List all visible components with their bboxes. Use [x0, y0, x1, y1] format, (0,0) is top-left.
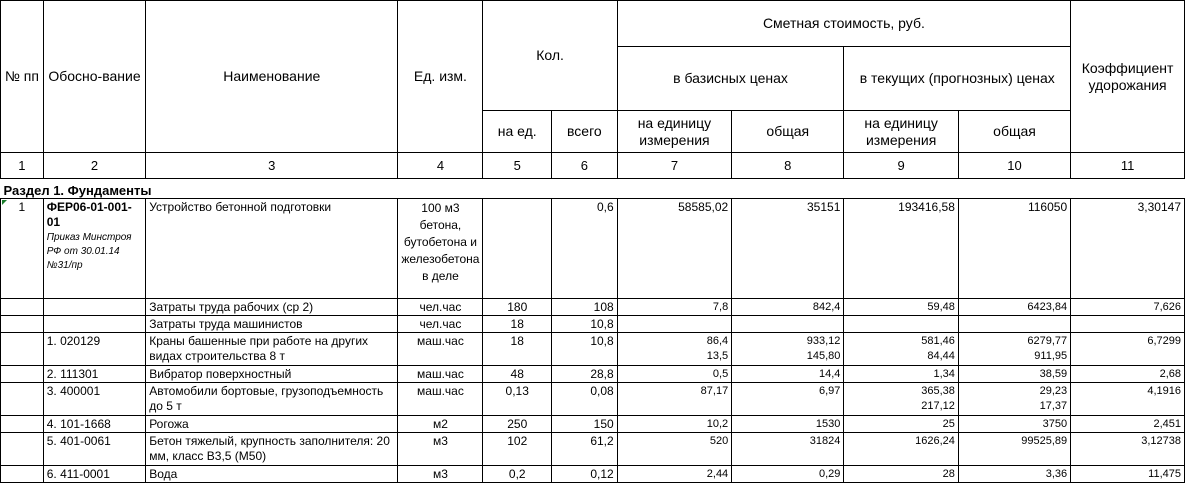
row-cur-unit: 365,38 217,12	[844, 383, 959, 416]
row-unit: маш.час	[398, 333, 483, 366]
item-base-total: 35151	[732, 199, 844, 299]
table-row	[1, 416, 1185, 433]
header-cost-group: Сметная стоимость, руб.	[617, 1, 1070, 47]
row-cur-total: 6423,84	[958, 299, 1070, 316]
col-number: 2	[43, 153, 145, 179]
row-code: 3. 400001	[43, 383, 145, 416]
item-cur-unit: 193416,58	[844, 199, 959, 299]
row-qty-total: 10,8	[551, 316, 617, 333]
table-row	[1, 433, 1185, 466]
col-number: 4	[398, 153, 483, 179]
row-cur-unit: 1626,24	[844, 433, 959, 466]
row-code: 2. 111301	[43, 366, 145, 383]
row-cur-total: 99525,89	[958, 433, 1070, 466]
col-number: 7	[617, 153, 732, 179]
row-name: Вода	[146, 466, 398, 483]
row-coef	[1071, 316, 1185, 333]
row-qty-unit: 250	[483, 416, 552, 433]
header-current-prices: в текущих (прогнозных) ценах	[844, 47, 1071, 111]
row-base-total: 31824	[732, 433, 844, 466]
row-base-total: 1530	[732, 416, 844, 433]
header-basis: Обосно-вание	[43, 1, 145, 153]
col-number: 8	[732, 153, 844, 179]
row-cur-total	[958, 316, 1070, 333]
row-base-total: 933,12 145,80	[732, 333, 844, 366]
row-cur-unit: 59,48	[844, 299, 959, 316]
row-unit: м3	[398, 433, 483, 466]
col-number: 1	[1, 153, 44, 179]
row-cur-total: 29,23 17,37	[958, 383, 1070, 416]
row-base-unit: 87,17	[617, 383, 732, 416]
row-name: Затраты труда машинистов	[146, 316, 398, 333]
row-cur-unit	[844, 316, 959, 333]
row-qty-unit: 102	[483, 433, 552, 466]
main-item-row	[1, 199, 1185, 299]
row-qty-total: 10,8	[551, 333, 617, 366]
item-coef: 3,30147	[1071, 199, 1185, 299]
row-code: 4. 101-1668	[43, 416, 145, 433]
header-quantity: Кол.	[483, 1, 617, 111]
col-number: 11	[1071, 153, 1185, 179]
row-base-unit: 86,4 13,5	[617, 333, 732, 366]
row-cur-unit: 25	[844, 416, 959, 433]
header-name: Наименование	[146, 1, 398, 153]
row-qty-total: 108	[551, 299, 617, 316]
row-name: Рогожа	[146, 416, 398, 433]
table-row	[1, 299, 1185, 316]
header-base-per-unit: на единицу измерения	[617, 111, 732, 153]
row-unit: чел.час	[398, 299, 483, 316]
row-base-unit: 7,8	[617, 299, 732, 316]
item-code: ФЕР06-01-001-01	[46, 200, 132, 229]
row-unit: чел.час	[398, 316, 483, 333]
row-cur-total: 3750	[958, 416, 1070, 433]
column-numbers-row	[1, 153, 1185, 179]
row-qty-unit: 0,13	[483, 383, 552, 416]
header-number: № пп	[1, 1, 44, 153]
row-coef: 11,475	[1071, 466, 1185, 483]
table-row	[1, 316, 1185, 333]
row-base-total	[732, 316, 844, 333]
row-qty-unit: 0,2	[483, 466, 552, 483]
item-name: Устройство бетонной подготовки	[146, 199, 398, 299]
header-current-total: общая	[958, 111, 1070, 153]
row-base-unit: 0,5	[617, 366, 732, 383]
item-note: Приказ Минстроя РФ от 30.01.14 №31/пр	[46, 232, 132, 271]
item-number: 1	[1, 199, 44, 299]
row-name: Бетон тяжелый, крупность заполнителя: 20 мм, класс В3,5 (М50)	[146, 433, 398, 466]
row-base-unit	[617, 316, 732, 333]
row-unit: м3	[398, 466, 483, 483]
header-base-total: общая	[732, 111, 844, 153]
header-qty-total: всего	[551, 111, 617, 153]
row-base-total: 842,4	[732, 299, 844, 316]
item-qty-total: 0,6	[551, 199, 617, 299]
item-base-unit: 58585,02	[617, 199, 732, 299]
row-coef: 4,1916	[1071, 383, 1185, 416]
row-coef: 6,7299	[1071, 333, 1185, 366]
row-base-total: 6,97	[732, 383, 844, 416]
row-qty-total: 0,08	[551, 383, 617, 416]
row-coef: 3,12738	[1071, 433, 1185, 466]
row-coef: 2,68	[1071, 366, 1185, 383]
row-base-unit: 10,2	[617, 416, 732, 433]
row-qty-total: 0,12	[551, 466, 617, 483]
item-qty-unit	[483, 199, 552, 299]
row-name: Краны башенные при работе на других видах строительства 8 т	[146, 333, 398, 366]
item-basis	[43, 199, 145, 299]
header-qty-unit: на ед.	[483, 111, 552, 153]
header-coefficient: Коэффициент удорожания	[1071, 1, 1185, 153]
row-cur-total: 3,36	[958, 466, 1070, 483]
table-row	[1, 366, 1185, 383]
row-coef: 2,451	[1071, 416, 1185, 433]
row-base-total: 14,4	[732, 366, 844, 383]
row-base-unit: 520	[617, 433, 732, 466]
row-cur-total: 38,59	[958, 366, 1070, 383]
header-current-per-unit: на единицу измерения	[844, 111, 959, 153]
row-name: Затраты труда рабочих (ср 2)	[146, 299, 398, 316]
row-unit: маш.час	[398, 383, 483, 416]
header-unit: Ед. изм.	[398, 1, 483, 153]
item-unit: 100 м3 бетона, бутобетона и железобетона в деле	[398, 199, 483, 299]
header-base-prices: в базисных ценах	[617, 47, 844, 111]
col-number: 3	[146, 153, 398, 179]
row-qty-total: 150	[551, 416, 617, 433]
row-qty-total: 61,2	[551, 433, 617, 466]
col-number: 5	[483, 153, 552, 179]
row-name: Автомобили бортовые, грузоподъемность до 5 т	[146, 383, 398, 416]
item-cur-total: 116050	[958, 199, 1070, 299]
row-code	[43, 299, 145, 316]
row-base-unit: 2,44	[617, 466, 732, 483]
col-number: 10	[958, 153, 1070, 179]
col-number: 6	[551, 153, 617, 179]
table-row	[1, 466, 1185, 483]
row-cur-unit: 1,34	[844, 366, 959, 383]
row-coef: 7,626	[1071, 299, 1185, 316]
row-code: 6. 411-0001	[43, 466, 145, 483]
row-unit: м2	[398, 416, 483, 433]
col-number: 9	[844, 153, 959, 179]
row-base-total: 0,29	[732, 466, 844, 483]
row-code	[43, 316, 145, 333]
row-qty-unit: 48	[483, 366, 552, 383]
row-code: 1. 020129	[43, 333, 145, 366]
row-qty-unit: 18	[483, 316, 552, 333]
table-row	[1, 383, 1185, 416]
row-qty-total: 28,8	[551, 366, 617, 383]
row-cur-total: 6279,77 911,95	[958, 333, 1070, 366]
section-title: Раздел 1. Фундаменты	[1, 179, 1185, 199]
row-unit: маш.час	[398, 366, 483, 383]
table-row	[1, 333, 1185, 366]
row-code: 5. 401-0061	[43, 433, 145, 466]
row-qty-unit: 18	[483, 333, 552, 366]
row-name: Вибратор поверхностный	[146, 366, 398, 383]
row-cur-unit: 581,46 84,44	[844, 333, 959, 366]
row-cur-unit: 28	[844, 466, 959, 483]
row-qty-unit: 180	[483, 299, 552, 316]
